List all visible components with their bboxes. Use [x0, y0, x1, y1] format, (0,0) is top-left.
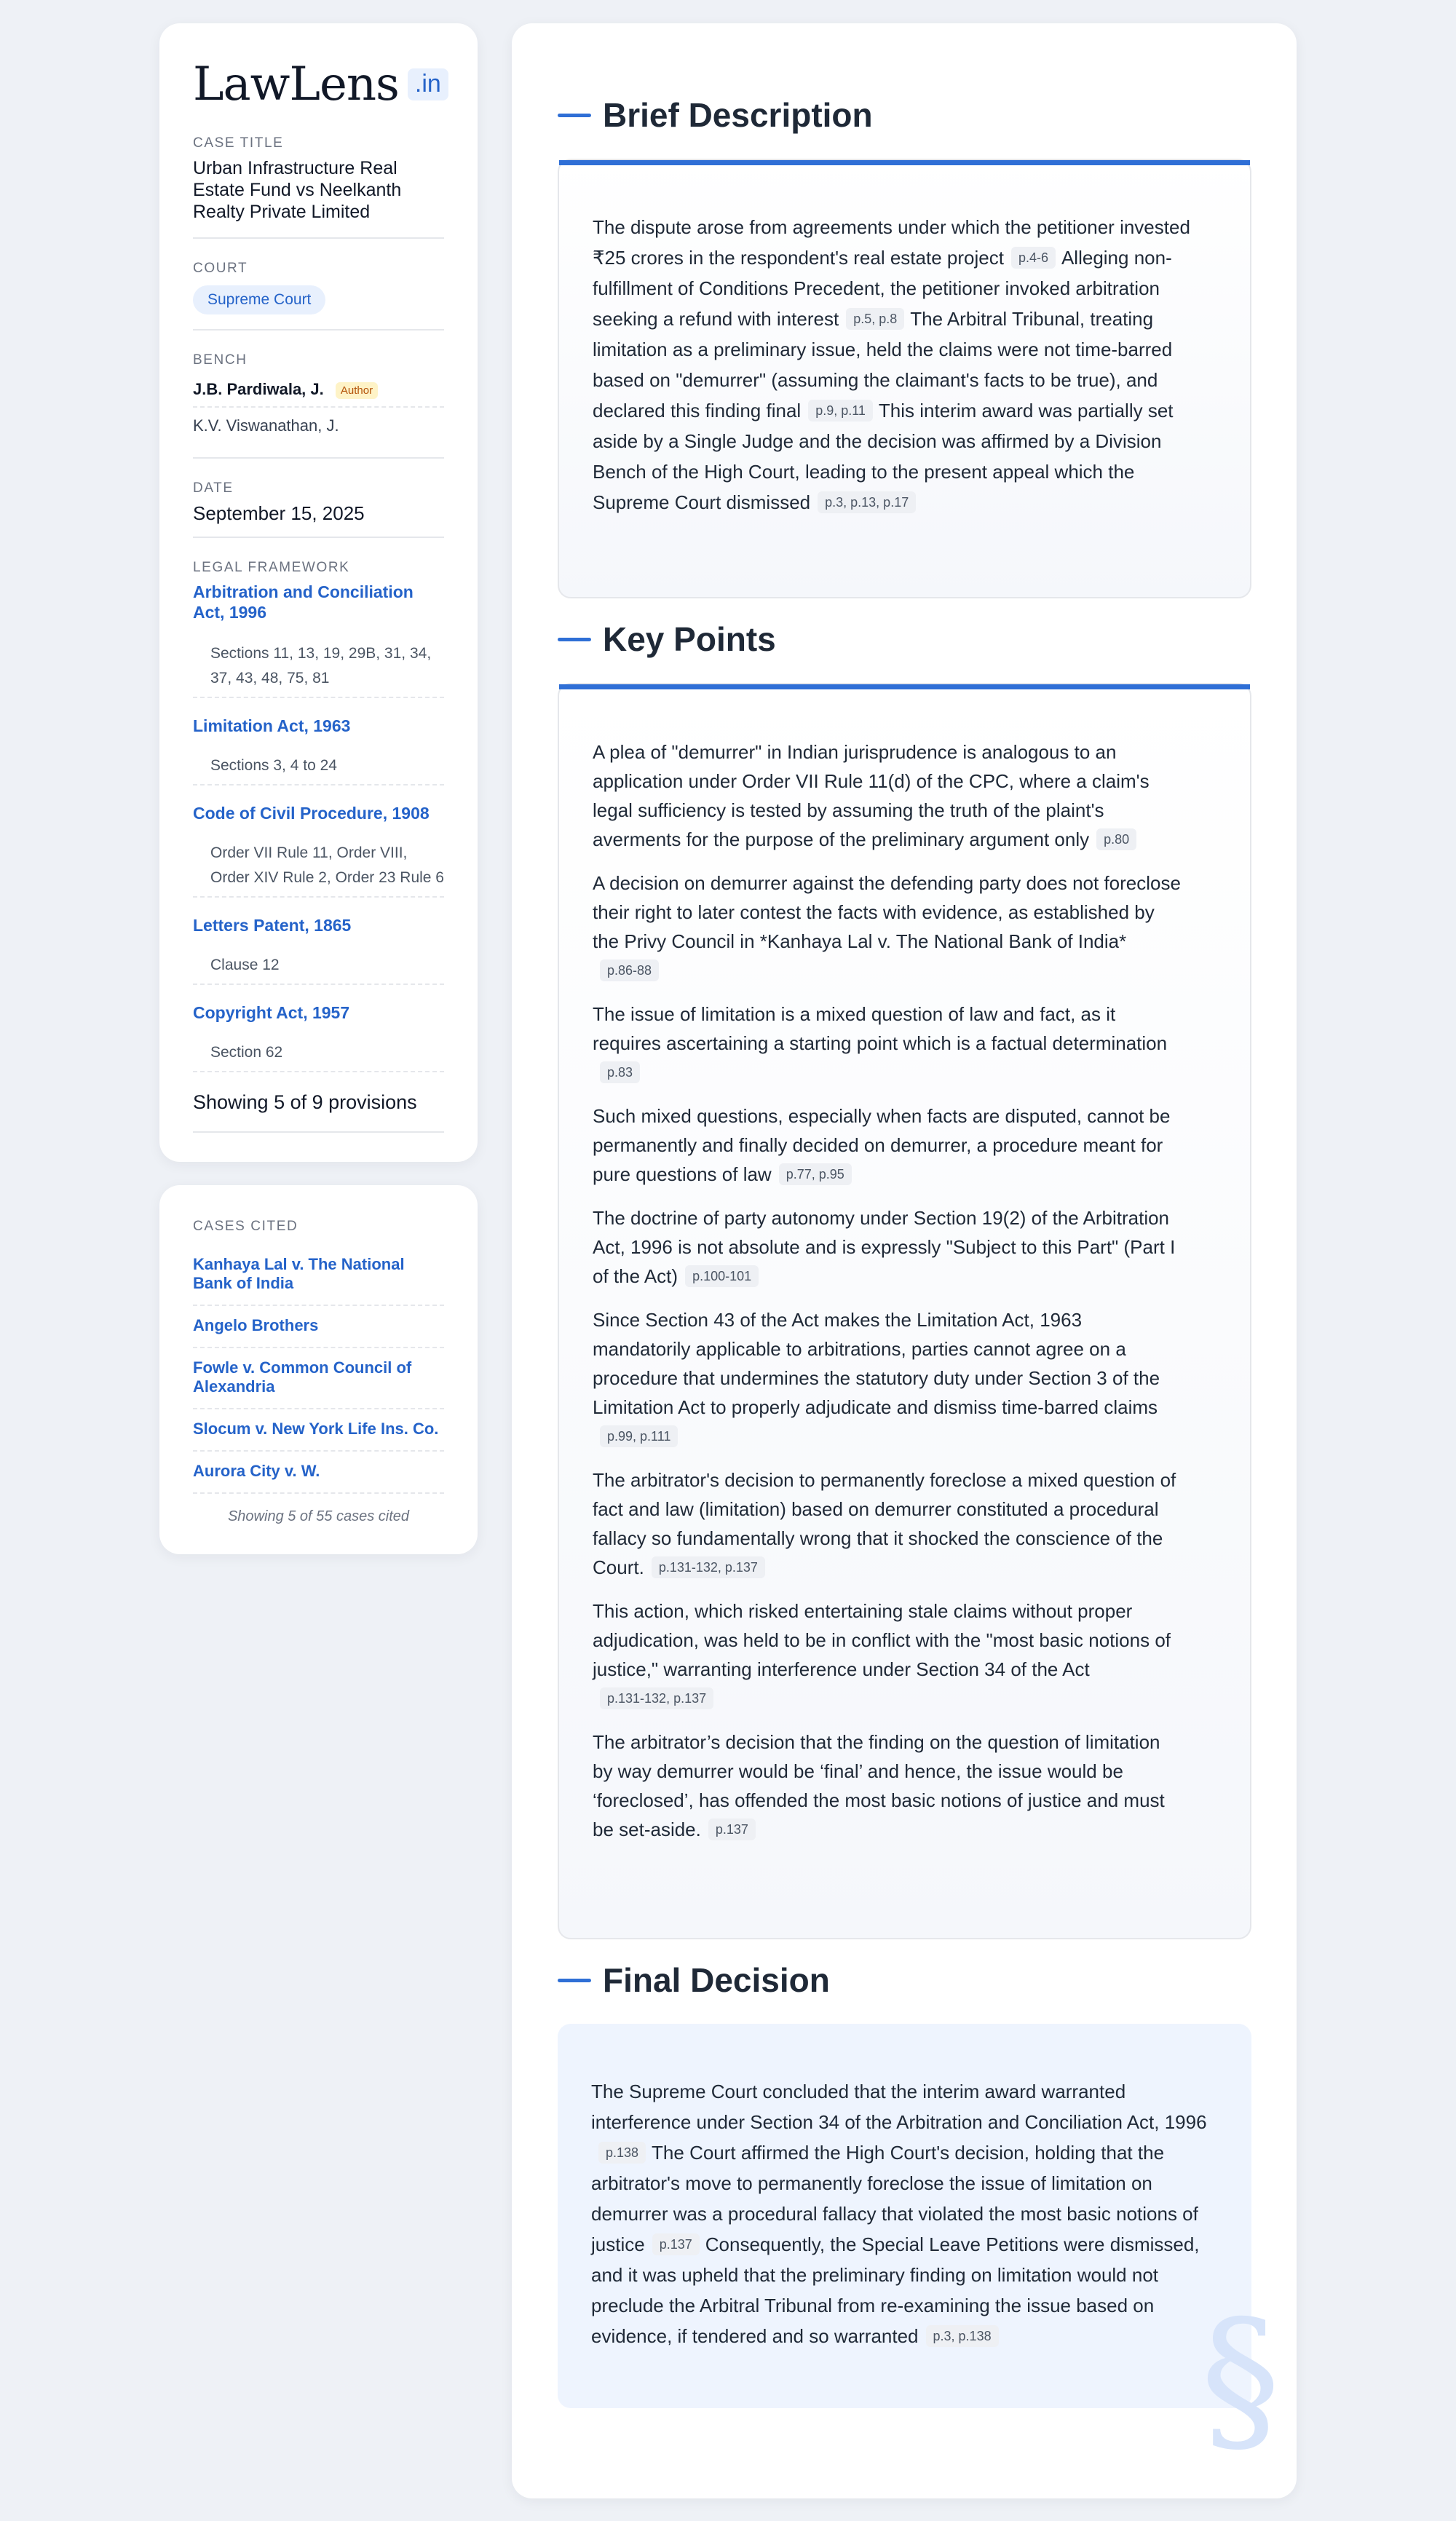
cases-cited-count: Showing 5 of 55 cases cited — [227, 1508, 410, 1524]
cited-case-link[interactable]: Angelo Brothers — [193, 1306, 444, 1348]
brand-domain-badge: .in — [408, 68, 448, 100]
bench-section — [193, 352, 444, 459]
act-sections: Order VII Rule 11, Order VIII, Order XIV Rule 2, Order 23 Rule 6 — [193, 835, 444, 898]
page-citation[interactable]: p.4-6 — [1011, 247, 1056, 269]
page-citation[interactable]: p.137 — [652, 2233, 700, 2255]
case-title-label: CASE TITLE — [193, 135, 284, 151]
page-citation[interactable]: p.86-88 — [600, 959, 659, 981]
key-points-panel — [558, 683, 1251, 1939]
key-point-item — [593, 1465, 1184, 1582]
heading-accent-bar — [558, 114, 591, 117]
page-citation[interactable]: p.9, p.11 — [808, 400, 873, 422]
brief-description-panel — [558, 159, 1251, 598]
final-text: Consequently, the Special Leave Petitions were dismissed, and it was upheld that the preliminary finding on limitation would not preclude the Arbitral Tribunal from re-examining the issue based on evidence, if tendered and so warranted — [591, 2233, 1200, 2347]
act-link[interactable]: Code of Civil Procedure, 1908 — [193, 804, 430, 823]
page-citation[interactable]: p.5, p.8 — [846, 308, 904, 330]
act-link[interactable]: Letters Patent, 1865 — [193, 916, 352, 935]
cases-cited-label: CASES CITED — [193, 1219, 298, 1234]
provisions-count[interactable]: Showing 5 of 9 provisions — [193, 1087, 444, 1133]
key-points-list — [559, 689, 1250, 1844]
judge-name: K.V. Viswanathan, J. — [193, 416, 339, 435]
final-decision-panel — [558, 2024, 1281, 2472]
final-decision-heading — [558, 1958, 830, 2002]
panel-accent-line — [559, 684, 1250, 689]
judge-item — [193, 374, 444, 408]
key-point-item — [593, 1596, 1184, 1713]
page-citation[interactable]: p.131-132, p.137 — [600, 1687, 713, 1709]
section-title: Brief Description — [603, 96, 873, 134]
key-point-text: The arbitrator's decision to permanently foreclose a mixed question of fact and law (limitation) based on demurrer constituted a procedural fallacy so fundamentally wrong that it shocked the conscience of the Court. — [593, 1469, 1176, 1578]
key-point-text: The issue of limitation is a mixed question of law and fact, as it requires ascertaining a starting point which is a factual determination — [593, 1003, 1168, 1054]
key-point-text: A decision on demurrer against the defending party does not foreclose their right to later contest the facts with evidence, as established by the Privy Council in *Kanhaya Lal v. The National Bank of India* — [593, 872, 1181, 952]
key-point-text: The arbitrator’s decision that the finding on the question of limitation by way demurrer would be ‘final’ and hence, the issue would be ‘foreclosed’, has offended the most basic notions of justice and must be set-aside. — [593, 1731, 1165, 1840]
page-citation[interactable]: p.99, p.111 — [600, 1425, 678, 1447]
brief-text: The Arbitral Tribunal, treating limitation as a preliminary issue, held the claims were not time-barred based on "demurrer" (assuming the claimant's facts to be true), and declared this finding final — [593, 308, 1173, 422]
key-point-item — [593, 868, 1184, 985]
sidebar — [159, 23, 478, 1554]
judgment-date: September 15, 2025 — [193, 502, 365, 524]
section-title: Key Points — [603, 620, 776, 658]
date-label: DATE — [193, 480, 234, 496]
key-point-text: Such mixed questions, especially when facts are disputed, cannot be permanently and finally decided on demurrer, a procedure meant for pure questions of law — [593, 1105, 1171, 1185]
key-point-item — [593, 1728, 1184, 1844]
judgment-summary — [512, 23, 1297, 2498]
brief-text: This interim award was partially set aside by a Single Judge and the decision was affirmed by a Division Bench of the High Court, leading to the present appeal which the Supreme Court dismissed — [593, 400, 1174, 513]
page-citation[interactable]: p.77, p.95 — [779, 1163, 852, 1185]
key-point-item — [593, 1203, 1184, 1291]
legal-framework-label: LEGAL FRAMEWORK — [193, 560, 350, 575]
key-point-item — [593, 1305, 1184, 1451]
page-citation[interactable]: p.131-132, p.137 — [652, 1556, 765, 1578]
cited-case-link[interactable]: Aurora City v. W. — [193, 1452, 444, 1494]
panel-accent-line — [559, 160, 1250, 165]
cases-cited-card — [159, 1185, 478, 1554]
act-link[interactable]: Limitation Act, 1963 — [193, 716, 351, 735]
brand-logo[interactable] — [193, 58, 444, 111]
case-title: Urban Infrastructure Real Estate Fund vs Neelkanth Realty Private Limited — [193, 158, 402, 222]
page-citation[interactable]: p.3, p.13, p.17 — [818, 491, 916, 513]
act-sections: Sections 11, 13, 19, 29B, 31, 34, 37, 43, 48, 75, 81 — [193, 636, 444, 698]
date-section — [193, 480, 444, 538]
judge-item — [193, 408, 444, 443]
final-text: The Supreme Court concluded that the interim award warranted interference under Section 34 of the Arbitration and Conciliation Act, 1996 — [591, 2081, 1207, 2133]
judge-name: J.B. Pardiwala, J. — [193, 380, 324, 398]
case-info-card — [159, 23, 478, 1162]
brief-description-text — [559, 165, 1250, 518]
key-point-text: A plea of "demurrer" in Indian jurisprudence is analogous to an application under Order VII Rule 11(d) of the CPC, where a claim's legal sufficiency is tested by assuming the truth of the plaint's averments for the purpose of the preliminary argument only — [593, 741, 1150, 850]
key-point-text: The doctrine of party autonomy under Section 19(2) of the Arbitration Act, 1996 is not absolute and is expressly "Subject to this Part" (Part I of the Act) — [593, 1207, 1176, 1287]
brand-name: LawLens — [193, 58, 399, 111]
act-sections: Clause 12 — [193, 947, 444, 985]
court-badge[interactable]: Supreme Court — [193, 285, 325, 314]
key-point-item — [593, 737, 1184, 854]
key-point-item — [593, 1000, 1184, 1087]
case-title-section — [193, 135, 444, 239]
page-citation[interactable]: p.80 — [1096, 828, 1136, 850]
bench-label: BENCH — [193, 352, 248, 368]
cited-case-link[interactable]: Slocum v. New York Life Ins. Co. — [193, 1409, 444, 1452]
heading-accent-bar — [558, 638, 591, 641]
key-point-text: Since Section 43 of the Act makes the Limitation Act, 1963 mandatorily applicable to arbitrations, parties cannot agree on a procedure that undermines the statutory duty under Section 3 of the Limitation Act to properly adjudicate and dismiss time-barred claims — [593, 1309, 1160, 1418]
key-point-text: This action, which risked entertaining stale claims without proper adjudication, was held to be in conflict with the "most basic notions of justice," warranting interference under Section 34 of the Act — [593, 1600, 1171, 1680]
cited-case-link[interactable]: Fowle v. Common Council of Alexandria — [193, 1348, 444, 1409]
final-text: The Court affirmed the High Court's decision, holding that the arbitrator's move to permanently foreclose the issue of limitation on demurrer was a procedural fallacy that violated the most basic notions of justice — [591, 2142, 1198, 2255]
heading-accent-bar — [558, 1979, 591, 1982]
court-section — [193, 261, 444, 331]
page-citation[interactable]: p.83 — [600, 1061, 640, 1083]
brief-text: Alleging non-fulfillment of Conditions Precedent, the petitioner invoked arbitration seeking a refund with interest — [593, 247, 1172, 330]
act-sections: Section 62 — [193, 1034, 444, 1072]
act-link[interactable]: Arbitration and Conciliation Act, 1996 — [193, 582, 414, 622]
final-decision-text — [558, 2024, 1251, 2351]
brief-description-heading — [558, 93, 873, 137]
section-sign-watermark-icon: § — [1200, 2286, 1281, 2472]
author-badge: Author — [336, 382, 378, 399]
page-citation[interactable]: p.3, p.138 — [926, 2325, 999, 2347]
court-label: COURT — [193, 261, 248, 276]
page-citation[interactable]: p.100-101 — [685, 1265, 759, 1287]
act-link[interactable]: Copyright Act, 1957 — [193, 1003, 350, 1022]
page-citation[interactable]: p.137 — [708, 1818, 756, 1840]
act-sections: Sections 3, 4 to 24 — [193, 748, 444, 785]
cited-case-link[interactable]: Kanhaya Lal v. The National Bank of India — [193, 1245, 444, 1306]
key-points-heading — [558, 617, 776, 661]
brief-text: The dispute arose from agreements under which the petitioner invested ₹25 crores in the respondent's real estate project — [593, 216, 1190, 269]
legal-framework-section — [193, 560, 444, 1133]
page-citation[interactable]: p.138 — [598, 2142, 646, 2164]
section-title: Final Decision — [603, 1961, 830, 1999]
key-point-item — [593, 1101, 1184, 1189]
